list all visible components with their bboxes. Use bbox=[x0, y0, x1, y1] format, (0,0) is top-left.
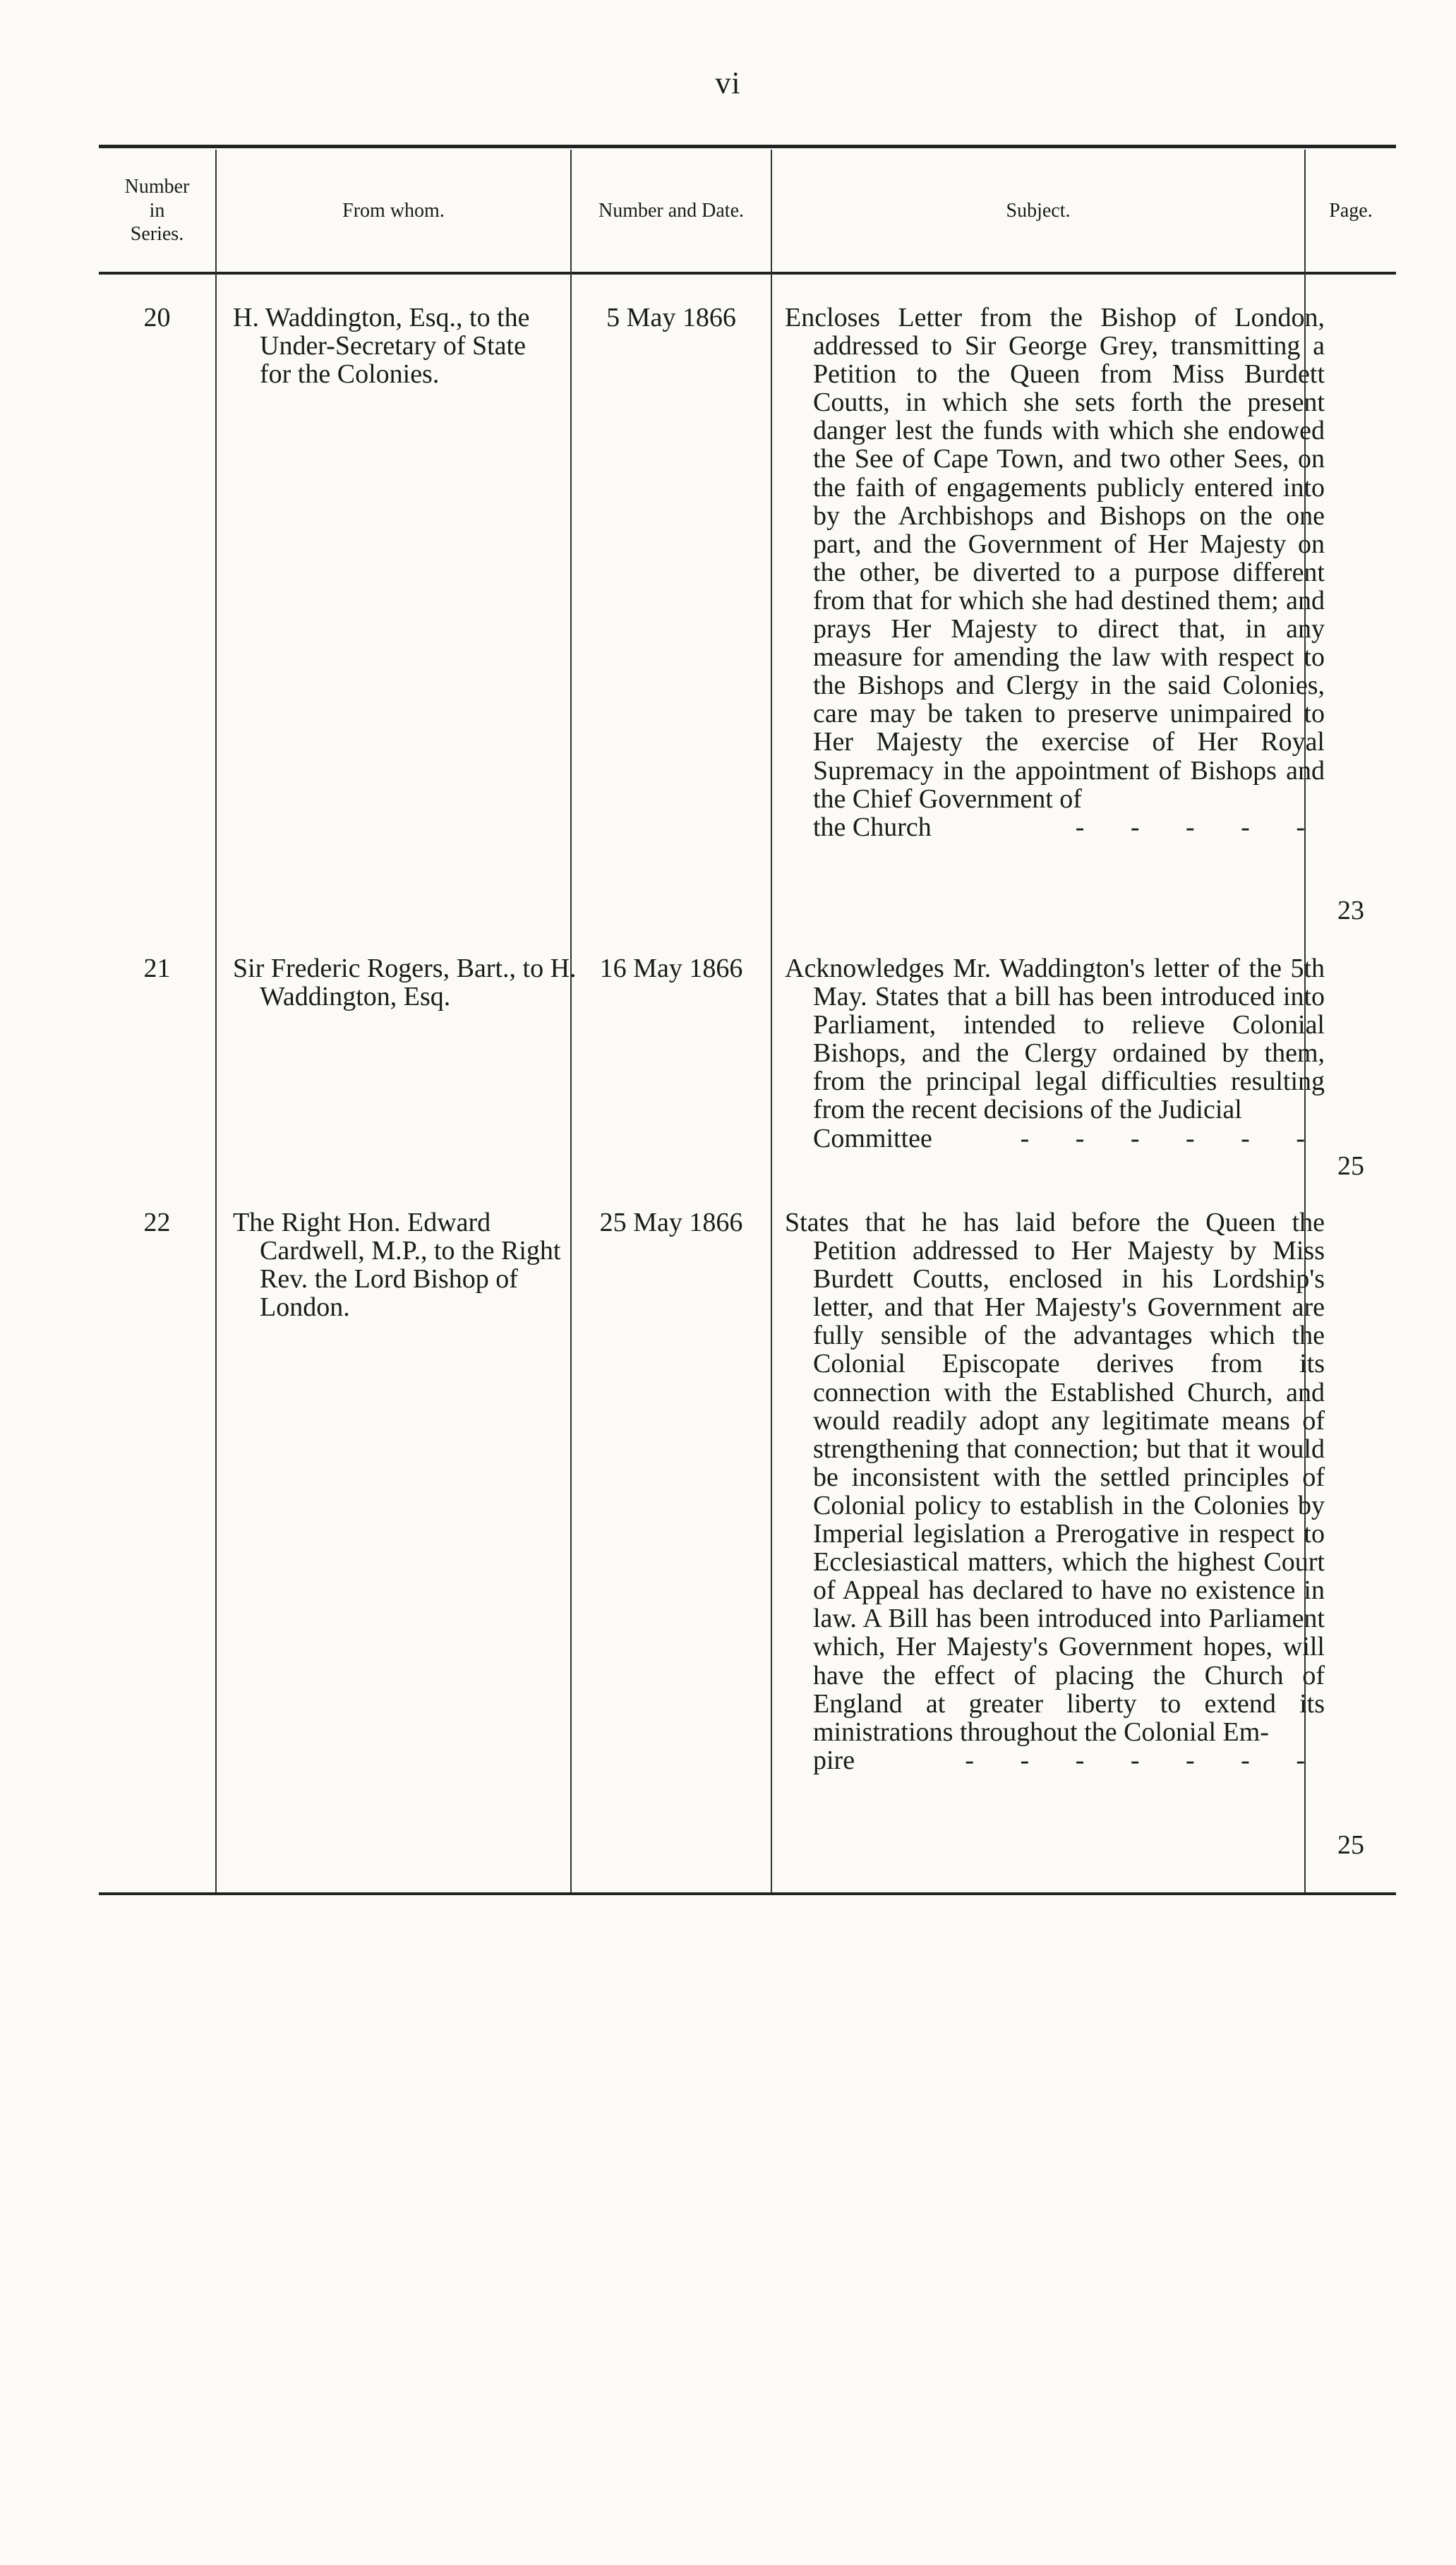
row-number: 22 bbox=[143, 1208, 171, 1237]
row-page: 23 bbox=[1337, 896, 1364, 925]
column-divider-2 bbox=[570, 150, 572, 1892]
row-subject-last-line bbox=[813, 813, 1325, 841]
row-number: 21 bbox=[143, 954, 171, 983]
header-subject: Subject. bbox=[1006, 199, 1071, 222]
header-number-in-series bbox=[99, 150, 215, 272]
column-divider-1 bbox=[215, 150, 217, 1892]
row-subject-text: Acknowledges Mr. Waddington's letter of the 5th May. States that a bill has been introduced into Parliament, intended to relieve Colonial Bishops, and the Clergy ordained by them, from the principal legal difficulties resulting from the recent decisions of the Judicial bbox=[785, 954, 1325, 1125]
row-date: 25 May 1866 bbox=[599, 1208, 743, 1237]
header-number-and-date: Number and Date. bbox=[598, 199, 745, 222]
page-number: vi bbox=[715, 66, 741, 100]
header-number-line2: in bbox=[149, 199, 165, 222]
row-subject-text: States that he has laid before the Queen the Petition addressed to Her Majesty by Miss Burdett Coutts, enclosed in his Lordship's letter, and that Her Majesty's Government are fully sensible of the advantages which the Colonial Episcopate derives from its connection with the Established Church, and would readily adopt any legitimate means of strengthening that connection; but that it would be inconsistent with the settled principles of Colonial policy to establish in the Colonies by Imperial legislation a Prerogative in respect to Ecclesiastical matters, which the highest Court of Appeal has declared to have no existence in law. A Bill has been introduced into Parliament which, Her Majesty's Government hopes, will have the effect of placing the Church of England at greater liberty to extend its ministrations throughout the Colonial Em- bbox=[785, 1208, 1325, 1747]
row-date: 16 May 1866 bbox=[599, 954, 743, 983]
bottom-rule bbox=[99, 1892, 1396, 1895]
row-page: 25 bbox=[1337, 1830, 1364, 1860]
row-subject-end: Committee bbox=[813, 1123, 932, 1153]
row-from: The Right Hon. Edward Cardwell, M.P., to the Right Rev. the Lord Bishop of London. bbox=[233, 1208, 561, 1323]
header-page: Page. bbox=[1329, 199, 1373, 222]
row-from: H. Waddington, Esq., to the Under-Secretary of State for the Colonies. bbox=[233, 303, 530, 390]
header-rule bbox=[99, 272, 1396, 275]
header-from-whom: From whom. bbox=[342, 199, 445, 222]
row-subject bbox=[785, 1208, 1325, 1774]
row-subject bbox=[785, 304, 1325, 841]
row-number: 20 bbox=[143, 303, 171, 332]
row-subject-last-line bbox=[813, 1746, 1325, 1774]
row-subject-end: the Church bbox=[813, 812, 932, 842]
row-leader: - - - - - - bbox=[1020, 1123, 1325, 1153]
row-subject-text: Encloses Letter from the Bishop of London, addressed to Sir George Grey, transmitting a Petition to the Queen from Miss Burdett Coutts, in which she sets forth the present danger lest the funds with which she endowed the See of Cape Town, and two other Sees, on the faith of engagements publicly entered into by the Archbishops and Bishops on the one part, and the Government of Her Majesty on the other, be diverted to a purpose different from that for which she had destined them; and prays Her Majesty to direct that, in any measure for amending the law with respect to the Bishops and Clergy in the said Colonies, care may be taken to preserve unimpaired to Her Majesty the exercise of Her Royal Supremacy in the appointment of Bishops and the Chief Government of bbox=[785, 303, 1325, 814]
row-subject-last-line bbox=[813, 1124, 1325, 1153]
header-number-line1: Number bbox=[124, 176, 190, 198]
row-subject bbox=[785, 954, 1325, 1153]
row-from: Sir Frederic Rogers, Bart., to H. Waddington, Esq. bbox=[233, 954, 577, 1012]
top-rule bbox=[99, 145, 1396, 148]
column-divider-3 bbox=[771, 150, 772, 1892]
row-page: 25 bbox=[1337, 1151, 1364, 1181]
row-leader: - - - - - bbox=[1075, 812, 1325, 842]
row-date: 5 May 1866 bbox=[606, 303, 736, 332]
row-subject-end: pire bbox=[813, 1745, 855, 1775]
row-leader: - - - - - - - bbox=[965, 1745, 1325, 1775]
header-number-line3: Series. bbox=[130, 223, 184, 246]
